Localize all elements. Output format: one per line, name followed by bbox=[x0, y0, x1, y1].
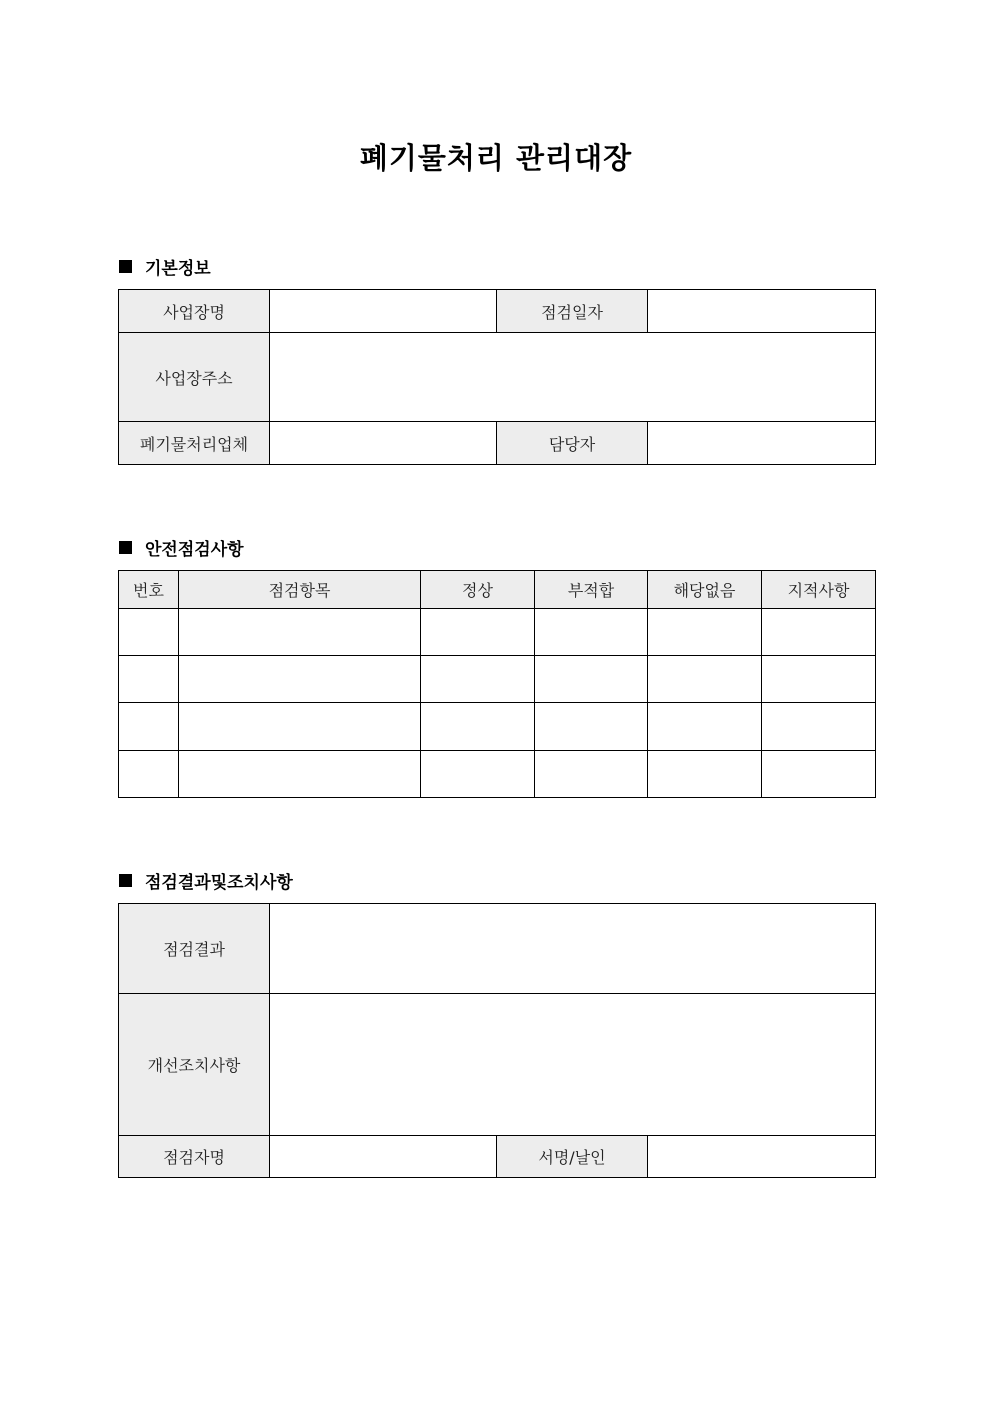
square-bullet-icon bbox=[119, 260, 132, 273]
results-table bbox=[118, 903, 876, 1178]
inspector-name-field[interactable] bbox=[270, 1136, 497, 1178]
inspection-result-field[interactable] bbox=[270, 904, 876, 994]
cell-number[interactable] bbox=[119, 656, 179, 703]
column-header-remarks: 지적사항 bbox=[762, 571, 876, 609]
section-heading-results bbox=[119, 868, 293, 893]
column-header-check-item: 점검항목 bbox=[179, 571, 421, 609]
column-header-not-applicable: 해당없음 bbox=[648, 571, 762, 609]
signature-field[interactable] bbox=[648, 1136, 876, 1178]
waste-company-field[interactable] bbox=[270, 422, 497, 465]
cell-check-item[interactable] bbox=[179, 703, 421, 751]
cell-check-item[interactable] bbox=[179, 751, 421, 798]
cell-not-applicable[interactable] bbox=[648, 703, 762, 751]
section-heading-safety-check bbox=[119, 535, 244, 560]
cell-not-applicable[interactable] bbox=[648, 751, 762, 798]
section-heading-label: 기본정보 bbox=[145, 259, 211, 279]
cell-nonconforming[interactable] bbox=[535, 656, 648, 703]
table-row bbox=[119, 751, 876, 798]
document-title: 폐기물처리 관리대장 bbox=[359, 141, 633, 175]
square-bullet-icon bbox=[119, 541, 132, 554]
signature-label: 서명/날인 bbox=[497, 1136, 648, 1178]
cell-nonconforming[interactable] bbox=[535, 751, 648, 798]
table-row bbox=[119, 703, 876, 751]
column-header-normal: 정상 bbox=[421, 571, 535, 609]
site-address-field[interactable] bbox=[270, 333, 876, 422]
table-header-row bbox=[119, 571, 876, 609]
cell-nonconforming[interactable] bbox=[535, 703, 648, 751]
cell-remarks[interactable] bbox=[762, 703, 876, 751]
table-row bbox=[119, 609, 876, 656]
cell-remarks[interactable] bbox=[762, 609, 876, 656]
cell-remarks[interactable] bbox=[762, 656, 876, 703]
cell-remarks[interactable] bbox=[762, 751, 876, 798]
cell-number[interactable] bbox=[119, 609, 179, 656]
cell-number[interactable] bbox=[119, 703, 179, 751]
section-heading-basic-info bbox=[119, 254, 211, 279]
square-bullet-icon bbox=[119, 874, 132, 887]
table-row bbox=[119, 656, 876, 703]
inspection-result-label: 점검결과 bbox=[119, 904, 270, 994]
inspector-name-label: 점검자명 bbox=[119, 1136, 270, 1178]
inspection-date-field[interactable] bbox=[648, 290, 876, 333]
cell-normal[interactable] bbox=[421, 656, 535, 703]
manager-label: 담당자 bbox=[497, 422, 648, 465]
section-heading-label: 안전점검사항 bbox=[145, 540, 244, 560]
manager-field[interactable] bbox=[648, 422, 876, 465]
column-header-number: 번호 bbox=[119, 571, 179, 609]
corrective-action-field[interactable] bbox=[270, 994, 876, 1136]
cell-nonconforming[interactable] bbox=[535, 609, 648, 656]
corrective-action-label: 개선조치사항 bbox=[119, 994, 270, 1136]
cell-normal[interactable] bbox=[421, 609, 535, 656]
cell-not-applicable[interactable] bbox=[648, 609, 762, 656]
cell-normal[interactable] bbox=[421, 751, 535, 798]
waste-company-label: 폐기물처리업체 bbox=[119, 422, 270, 465]
cell-check-item[interactable] bbox=[179, 656, 421, 703]
site-name-field[interactable] bbox=[270, 290, 497, 333]
column-header-nonconforming: 부적합 bbox=[535, 571, 648, 609]
cell-number[interactable] bbox=[119, 751, 179, 798]
inspection-date-label: 점검일자 bbox=[497, 290, 648, 333]
safety-check-table bbox=[118, 570, 876, 798]
basic-info-table bbox=[118, 289, 876, 465]
cell-normal[interactable] bbox=[421, 703, 535, 751]
cell-not-applicable[interactable] bbox=[648, 656, 762, 703]
site-name-label: 사업장명 bbox=[119, 290, 270, 333]
cell-check-item[interactable] bbox=[179, 609, 421, 656]
site-address-label: 사업장주소 bbox=[119, 333, 270, 422]
section-heading-label: 점검결과및조치사항 bbox=[145, 873, 293, 893]
